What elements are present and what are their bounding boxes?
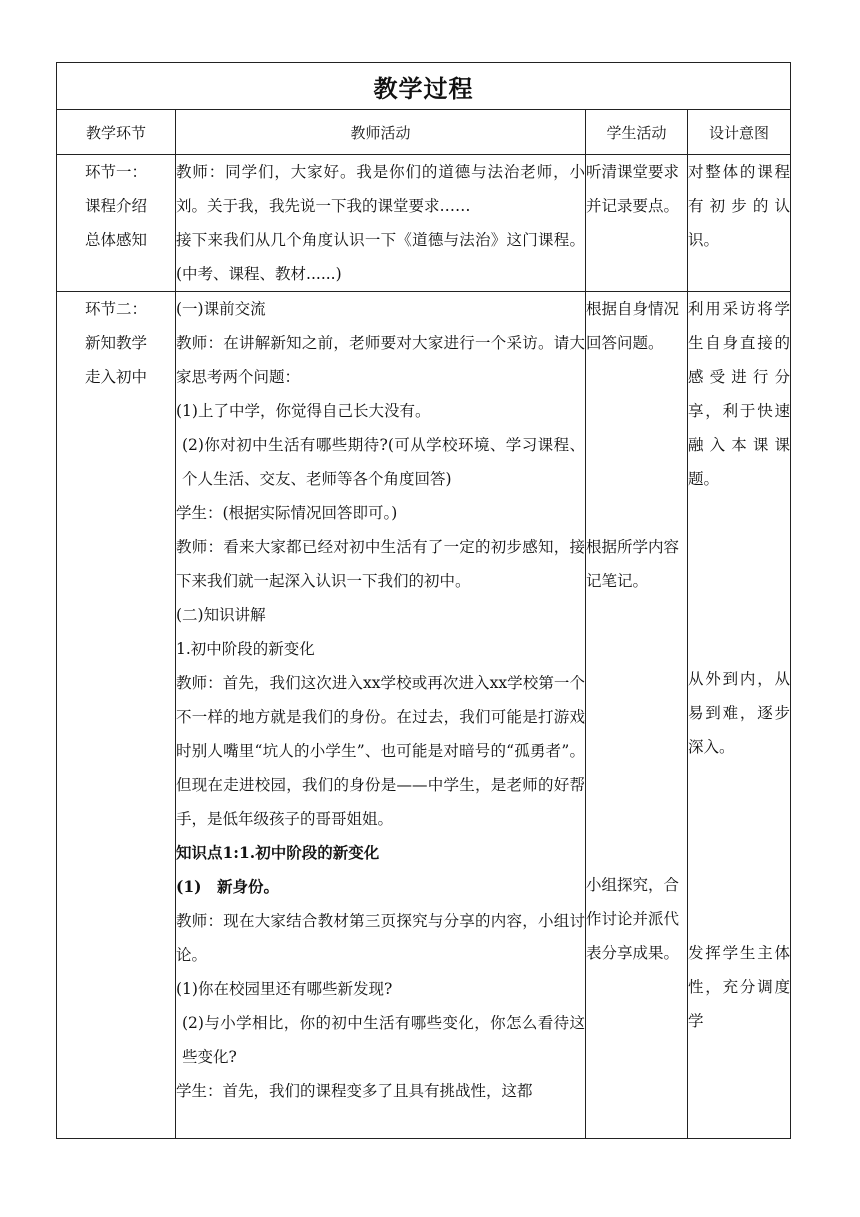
header-teacher: 教师活动: [176, 110, 586, 155]
stage-line: 环节二：: [84, 300, 147, 318]
student-text: 根据所学内容记笔记。: [586, 538, 680, 590]
stage-line: 总体感知: [84, 231, 147, 249]
section-heading: (二)知识讲解: [176, 606, 266, 624]
teacher-paragraph: 接下来我们从几个角度认识一下《道德与法治》这门课程。(中考、课程、教材......): [176, 231, 585, 283]
header-row: [57, 110, 791, 155]
student-activity-cell: [586, 292, 688, 1139]
table-row: [57, 155, 791, 292]
stage-line: 新知教学: [84, 334, 147, 352]
header-intent: 设计意图: [688, 110, 791, 155]
table-row: [57, 292, 791, 1139]
student-activity-cell: [586, 155, 688, 292]
teacher-paragraph: 教师：同学们，大家好。我是你们的道德与法治老师，小刘。关于我，我先说一下我的课堂要求……: [176, 163, 585, 215]
knowledge-point-item: (1) 新身份。: [176, 877, 279, 896]
question-item: (1)上了中学，你觉得自己长大没有。: [176, 402, 431, 420]
intent-text: 对整体的课程有初步的认识。: [688, 163, 790, 249]
question-item: (2)与小学相比，你的初中生活有哪些变化，你怎么看待这些变化?: [182, 1014, 585, 1066]
stage-line: 课程介绍: [84, 197, 147, 215]
student-answer: 学生：(根据实际情况回答即可。): [176, 504, 398, 522]
table-title: 教学过程: [57, 63, 791, 110]
student-answer: 学生：首先，我们的课程变多了且具有挑战性，这都: [176, 1082, 533, 1100]
design-intent-cell: [688, 292, 791, 1139]
question-item: (1)你在校园里还有哪些新发现?: [176, 980, 393, 998]
student-text: 根据自身情况回答问题。: [586, 300, 680, 352]
design-intent-cell: [688, 155, 791, 292]
teacher-activity-cell: [176, 292, 586, 1139]
teacher-paragraph: 教师：现在大家结合教材第三页探究与分享的内容，小组讨论。: [176, 912, 585, 964]
teacher-activity-cell: [176, 155, 586, 292]
subsection-heading: 1.初中阶段的新变化: [176, 640, 315, 658]
stage-line: 环节一：: [84, 163, 147, 181]
knowledge-point-heading: 知识点1:1.初中阶段的新变化: [176, 843, 380, 862]
intent-text: 利用采访将学生自身直接的感受进行分享，利于快速融入本课课题。: [688, 300, 790, 488]
intent-text: 发挥学生主体性，充分调度学: [688, 944, 790, 1030]
section-heading: (一)课前交流: [176, 300, 266, 318]
intent-text: 从外到内，从易到难，逐步深入。: [688, 670, 790, 756]
question-item: (2)你对初中生活有哪些期待?(可从学校环境、学习课程、个人生活、交友、老师等各个角度回答): [182, 436, 585, 488]
student-text: 小组探究，合作讨论并派代表分享成果。: [586, 876, 680, 962]
stage-cell: [57, 292, 176, 1139]
teacher-paragraph: 教师：在讲解新知之前，老师要对大家进行一个采访。请大家思考两个问题：: [176, 334, 585, 386]
student-text: 听清课堂要求并记录要点。: [586, 163, 680, 215]
stage-cell: [57, 155, 176, 292]
teaching-process-table: [56, 62, 791, 1139]
stage-line: 走入初中: [84, 368, 147, 386]
teacher-paragraph: 教师：看来大家都已经对初中生活有了一定的初步感知，接下来我们就一起深入认识一下我们的初中。: [176, 538, 585, 590]
teacher-paragraph: 教师：首先，我们这次进入xx学校或再次进入xx学校第一个不一样的地方就是我们的身份。在过去，我们可能是打游戏时别人嘴里“坑人的小学生”、也可能是对暗号的“孤勇者”。但现在走进校园，我们的身份是——中学生，是老师的好帮手，是低年级孩子的哥哥姐姐。: [176, 674, 585, 828]
header-student: 学生活动: [586, 110, 688, 155]
header-stage: 教学环节: [57, 110, 176, 155]
